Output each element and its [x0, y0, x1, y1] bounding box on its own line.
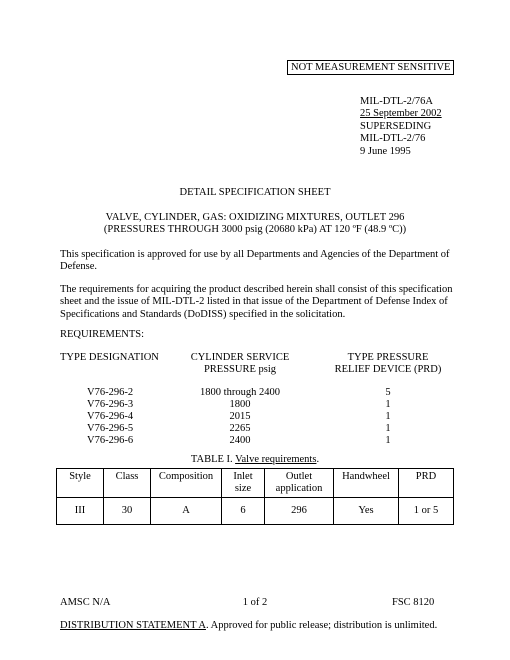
- approval-line-1: This specification is approved for use by all Departments and Agencies of the Department of: [60, 249, 450, 260]
- superseded-document: MIL-DTL-2/76: [360, 133, 426, 145]
- acquisition-line-2: sheet and the issue of MIL-DTL-2 listed in that issue of the Department of Defense Index of: [60, 296, 448, 308]
- table-row: [57, 498, 454, 525]
- header-inlet-size: [222, 469, 265, 498]
- cell-prd: 1 or 5: [399, 498, 454, 525]
- cell-inlet-size: 6: [222, 498, 265, 525]
- type-designation: V76-296-5: [87, 423, 134, 434]
- type-designation-header: TYPE DESIGNATION: [60, 352, 159, 363]
- fsc-label: FSC 8120: [392, 597, 435, 608]
- service-pressure: 2265: [229, 423, 251, 434]
- table-caption: [0, 454, 510, 467]
- sheet-title: DETAIL SPECIFICATION SHEET: [179, 187, 331, 198]
- table-caption-prefix: TABLE I.: [190, 454, 236, 465]
- cell-outlet-application: 296: [265, 498, 334, 525]
- cell-handwheel: Yes: [334, 498, 399, 525]
- prd-type: 1: [385, 423, 391, 434]
- header-composition: Composition: [151, 469, 222, 498]
- item-title-line-2: (PRESSURES THROUGH 3000 psig (20680 kPa) AT 120 ºF (48.9 ºC)): [103, 224, 407, 235]
- distribution-statement: [60, 620, 437, 633]
- page-number: 1 of 2: [242, 597, 268, 608]
- prd-type: 1: [385, 435, 391, 446]
- distribution-label: DISTRIBUTION STATEMENT A: [60, 620, 206, 631]
- amsc-label: AMSC N/A: [60, 597, 111, 608]
- item-title-line-1: VALVE, CYLINDER, GAS: OXIDIZING MIXTURES, OUTLET 296: [105, 212, 405, 223]
- valve-requirements-table: [56, 468, 454, 525]
- prd-type: 1: [385, 411, 391, 422]
- service-pressure: 2015: [229, 411, 251, 422]
- service-pressure: 1800 through 2400: [200, 387, 280, 398]
- type-designation: V76-296-2: [87, 387, 134, 398]
- service-pressure: 1800: [229, 399, 251, 410]
- prd-header-2: RELIEF DEVICE (PRD): [334, 364, 442, 375]
- cell-class: 30: [104, 498, 151, 525]
- acquisition-line-1: The requirements for acquiring the product described herein shall consist of this specification: [60, 284, 453, 295]
- document-number: MIL-DTL-2/76A: [360, 96, 433, 107]
- header-prd: PRD: [399, 469, 454, 498]
- superseding-label: SUPERSEDING: [360, 120, 432, 132]
- cell-style: III: [57, 498, 104, 525]
- prd-header-1: TYPE PRESSURE: [347, 352, 429, 363]
- header-inlet-line-1: Inlet: [233, 471, 253, 482]
- table-caption-title: Valve requirements: [235, 454, 317, 465]
- prd-type: 5: [385, 387, 391, 398]
- prd-type: 1: [385, 399, 391, 410]
- table-caption-suffix: .: [316, 454, 320, 465]
- header-outlet-application: [265, 469, 334, 498]
- type-designation: V76-296-6: [87, 435, 134, 446]
- header-inlet-line-2: size: [234, 483, 252, 494]
- header-style: Style: [57, 469, 104, 498]
- acquisition-line-3: Specifications and Standards (DoDISS) specified in the solicitation.: [60, 308, 346, 320]
- measurement-sensitivity-box: NOT MEASUREMENT SENSITIVE: [287, 60, 454, 75]
- superseded-date: 9 June 1995: [360, 145, 411, 157]
- approval-paragraph: [60, 249, 455, 274]
- acquisition-paragraph: [60, 284, 455, 321]
- distribution-text: . Approved for public release; distribution is unlimited.: [205, 620, 438, 631]
- cylinder-service-header-2: PRESSURE psig: [203, 364, 277, 375]
- header-handwheel: Handwheel: [334, 469, 399, 498]
- header-outlet-line-2: application: [275, 483, 323, 494]
- type-designation: V76-296-4: [87, 411, 134, 422]
- requirements-heading: REQUIREMENTS:: [60, 329, 144, 340]
- type-designation: V76-296-3: [87, 399, 134, 410]
- header-class: Class: [104, 469, 151, 498]
- header-outlet-line-1: Outlet: [285, 471, 313, 482]
- service-pressure: 2400: [229, 435, 251, 446]
- cylinder-service-header-1: CYLINDER SERVICE: [190, 352, 290, 363]
- approval-line-2: Defense.: [60, 261, 98, 273]
- document-id-block: [360, 96, 442, 158]
- table-header-row: [57, 469, 454, 498]
- cell-composition: A: [151, 498, 222, 525]
- document-date: 25 September 2002: [360, 108, 442, 120]
